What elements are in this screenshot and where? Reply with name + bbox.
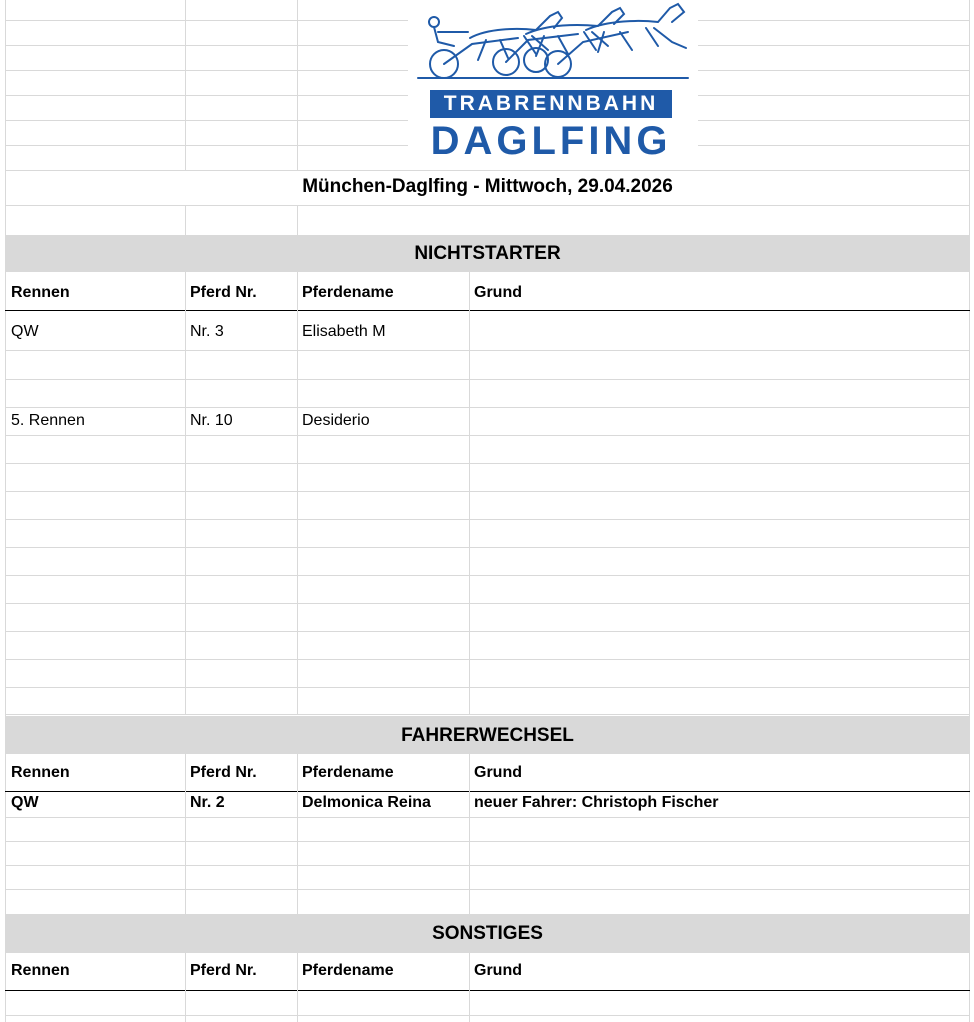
col-header-horse-no: Pferd Nr. bbox=[190, 764, 257, 781]
gridline bbox=[5, 1015, 970, 1016]
nichtstarter-row-race: QW bbox=[11, 323, 39, 340]
column-line bbox=[297, 205, 298, 235]
nichtstarter-heading: NICHTSTARTER bbox=[414, 243, 561, 264]
column-line bbox=[297, 953, 298, 1022]
nichtstarter-row-horse-name: Elisabeth M bbox=[302, 323, 386, 340]
col-header-reason: Grund bbox=[474, 962, 522, 979]
column-line bbox=[469, 754, 470, 914]
col-header-horse-no: Pferd Nr. bbox=[190, 962, 257, 979]
gridline bbox=[5, 603, 970, 604]
gridline bbox=[5, 631, 970, 632]
column-line bbox=[297, 754, 298, 914]
col-header-horse-name: Pferdename bbox=[302, 764, 394, 781]
fahrerwechsel-row-horse-name: Delmonica Reina bbox=[302, 794, 431, 811]
gridline bbox=[5, 817, 970, 818]
trabrennbahn-daglfing-logo bbox=[408, 2, 698, 167]
logo-top-text: TRABRENNBAHN bbox=[443, 92, 659, 115]
col-header-race: Rennen bbox=[11, 962, 70, 979]
column-line bbox=[185, 953, 186, 1022]
header-underline bbox=[5, 310, 970, 311]
fahrerwechsel-row-horse-no: Nr. 2 bbox=[190, 794, 225, 811]
nichtstarter-row-horse-no: Nr. 10 bbox=[190, 412, 233, 429]
gridline bbox=[5, 350, 970, 351]
nichtstarter-row-horse-no: Nr. 3 bbox=[190, 323, 224, 340]
column-line bbox=[185, 0, 186, 170]
col-header-horse-no: Pferd Nr. bbox=[190, 284, 257, 301]
gridline bbox=[5, 170, 970, 171]
column-line bbox=[297, 0, 298, 170]
logo-main-text: DAGLFING bbox=[430, 119, 672, 163]
gridline bbox=[5, 714, 970, 715]
gridline bbox=[5, 841, 970, 842]
column-line bbox=[185, 754, 186, 914]
fahrerwechsel-row-reason: neuer Fahrer: Christoph Fischer bbox=[474, 794, 719, 811]
gridline bbox=[5, 205, 970, 206]
gridline bbox=[5, 379, 970, 380]
nichtstarter-row-race: 5. Rennen bbox=[11, 412, 85, 429]
col-header-race: Rennen bbox=[11, 284, 70, 301]
column-line bbox=[297, 272, 298, 714]
fahrerwechsel-row-race: QW bbox=[11, 794, 39, 811]
trotting-horses-icon bbox=[408, 2, 698, 90]
sonstiges-heading: SONSTIGES bbox=[432, 923, 543, 944]
sheet-right-border bbox=[969, 0, 970, 1022]
column-line bbox=[469, 953, 470, 1022]
column-line bbox=[185, 272, 186, 714]
col-header-reason: Grund bbox=[474, 764, 522, 781]
header-underline bbox=[5, 990, 970, 991]
fahrerwechsel-heading: FAHRERWECHSEL bbox=[401, 725, 574, 746]
gridline bbox=[5, 519, 970, 520]
page-title: München-Daglfing - Mittwoch, 29.04.2026 bbox=[6, 172, 969, 204]
gridline bbox=[5, 547, 970, 548]
gridline bbox=[5, 659, 970, 660]
gridline bbox=[5, 865, 970, 866]
column-line bbox=[469, 272, 470, 714]
gridline bbox=[5, 575, 970, 576]
column-line bbox=[185, 205, 186, 235]
nichtstarter-row-horse-name: Desiderio bbox=[302, 412, 370, 429]
col-header-horse-name: Pferdename bbox=[302, 962, 394, 979]
gridline bbox=[5, 687, 970, 688]
gridline bbox=[5, 889, 970, 890]
sheet-left-border bbox=[5, 0, 6, 1022]
gridline bbox=[5, 435, 970, 436]
col-header-reason: Grund bbox=[474, 284, 522, 301]
gridline bbox=[5, 491, 970, 492]
col-header-race: Rennen bbox=[11, 764, 70, 781]
col-header-horse-name: Pferdename bbox=[302, 284, 394, 301]
gridline bbox=[5, 463, 970, 464]
gridline bbox=[5, 407, 970, 408]
